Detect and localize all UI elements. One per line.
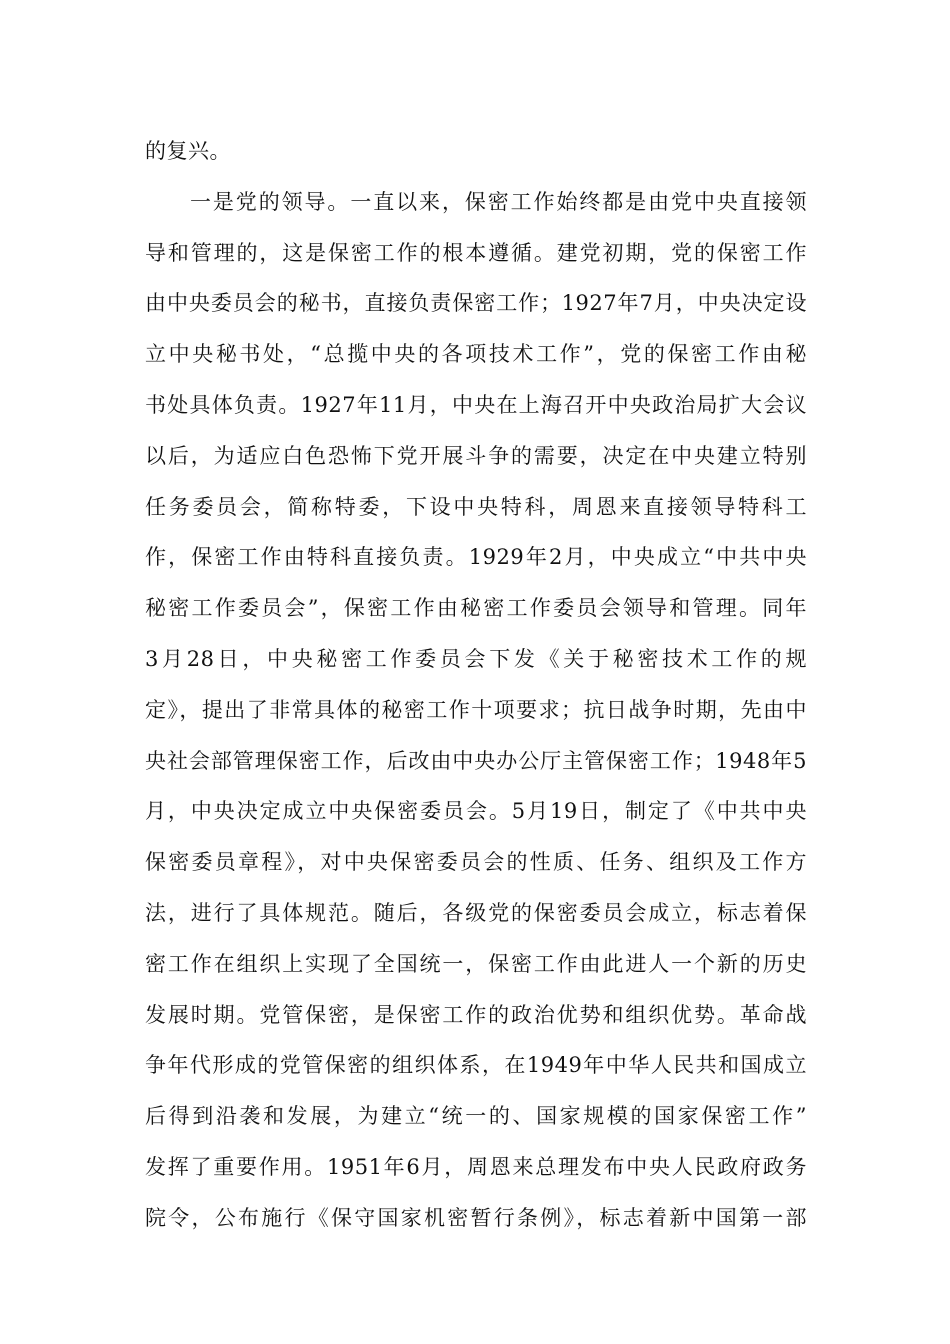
text-line: 立中央秘书处，“总揽中央的各项技术工作”，党的保密工作由秘	[145, 342, 807, 367]
text-line: 后得到沿袭和发展，为建立“统一的、国家规模的国家保密工作”	[145, 1104, 807, 1129]
text-line: 保密委员章程》，对中央保密委员会的性质、任务、组织及工作方	[145, 850, 807, 875]
text-line: 发展时期。党管保密，是保密工作的政治优势和组织优势。革命战	[145, 1002, 807, 1027]
text-line: 秘密工作委员会”，保密工作由秘密工作委员会领导和管理。同年	[145, 596, 807, 621]
text-line: 的复兴。	[145, 139, 231, 163]
text-line: 一是党的领导。一直以来，保密工作始终都是由党中央直接领	[190, 189, 807, 214]
text-line: 院令，公布施行《保守国家机密暂行条例》，标志着新中国第一部	[145, 1205, 807, 1230]
text-line: 发挥了重要作用。1951年6月，周恩来总理发布中央人民政府政务	[145, 1154, 807, 1179]
text-line: 书处具体负责。1927年11月，中央在上海召开中央政治局扩大会议	[145, 392, 807, 417]
text-line: 定》，提出了非常具体的秘密工作十项要求；抗日战争时期，先由中	[145, 697, 807, 722]
text-line: 作，保密工作由特科直接负责。1929年2月，中央成立“中共中央	[145, 545, 807, 570]
text-line: 由中央委员会的秘书，直接负责保密工作；1927年7月，中央决定设	[145, 291, 807, 316]
body-text	[145, 130, 807, 1248]
text-line: 导和管理的，这是保密工作的根本遵循。建党初期，党的保密工作	[145, 240, 807, 265]
text-line: 以后，为适应白色恐怖下党开展斗争的需要，决定在中央建立特别	[145, 443, 807, 468]
text-line: 法，进行了具体规范。随后，各级党的保密委员会成立，标志着保	[145, 900, 807, 925]
text-line: 3月28日，中央秘密工作委员会下发《关于秘密技术工作的规	[145, 646, 807, 671]
text-line: 月，中央决定成立中央保密委员会。5月19日，制定了《中共中央	[145, 799, 807, 824]
text-line: 任务委员会，简称特委，下设中央特科，周恩来直接领导特科工	[145, 494, 807, 519]
text-line: 争年代形成的党管保密的组织体系，在1949年中华人民共和国成立	[145, 1053, 807, 1078]
text-line: 密工作在组织上实现了全国统一，保密工作由此进人一个新的历史	[145, 951, 807, 976]
text-line: 央社会部管理保密工作，后改由中央办公厅主管保密工作；1948年5	[145, 748, 807, 773]
